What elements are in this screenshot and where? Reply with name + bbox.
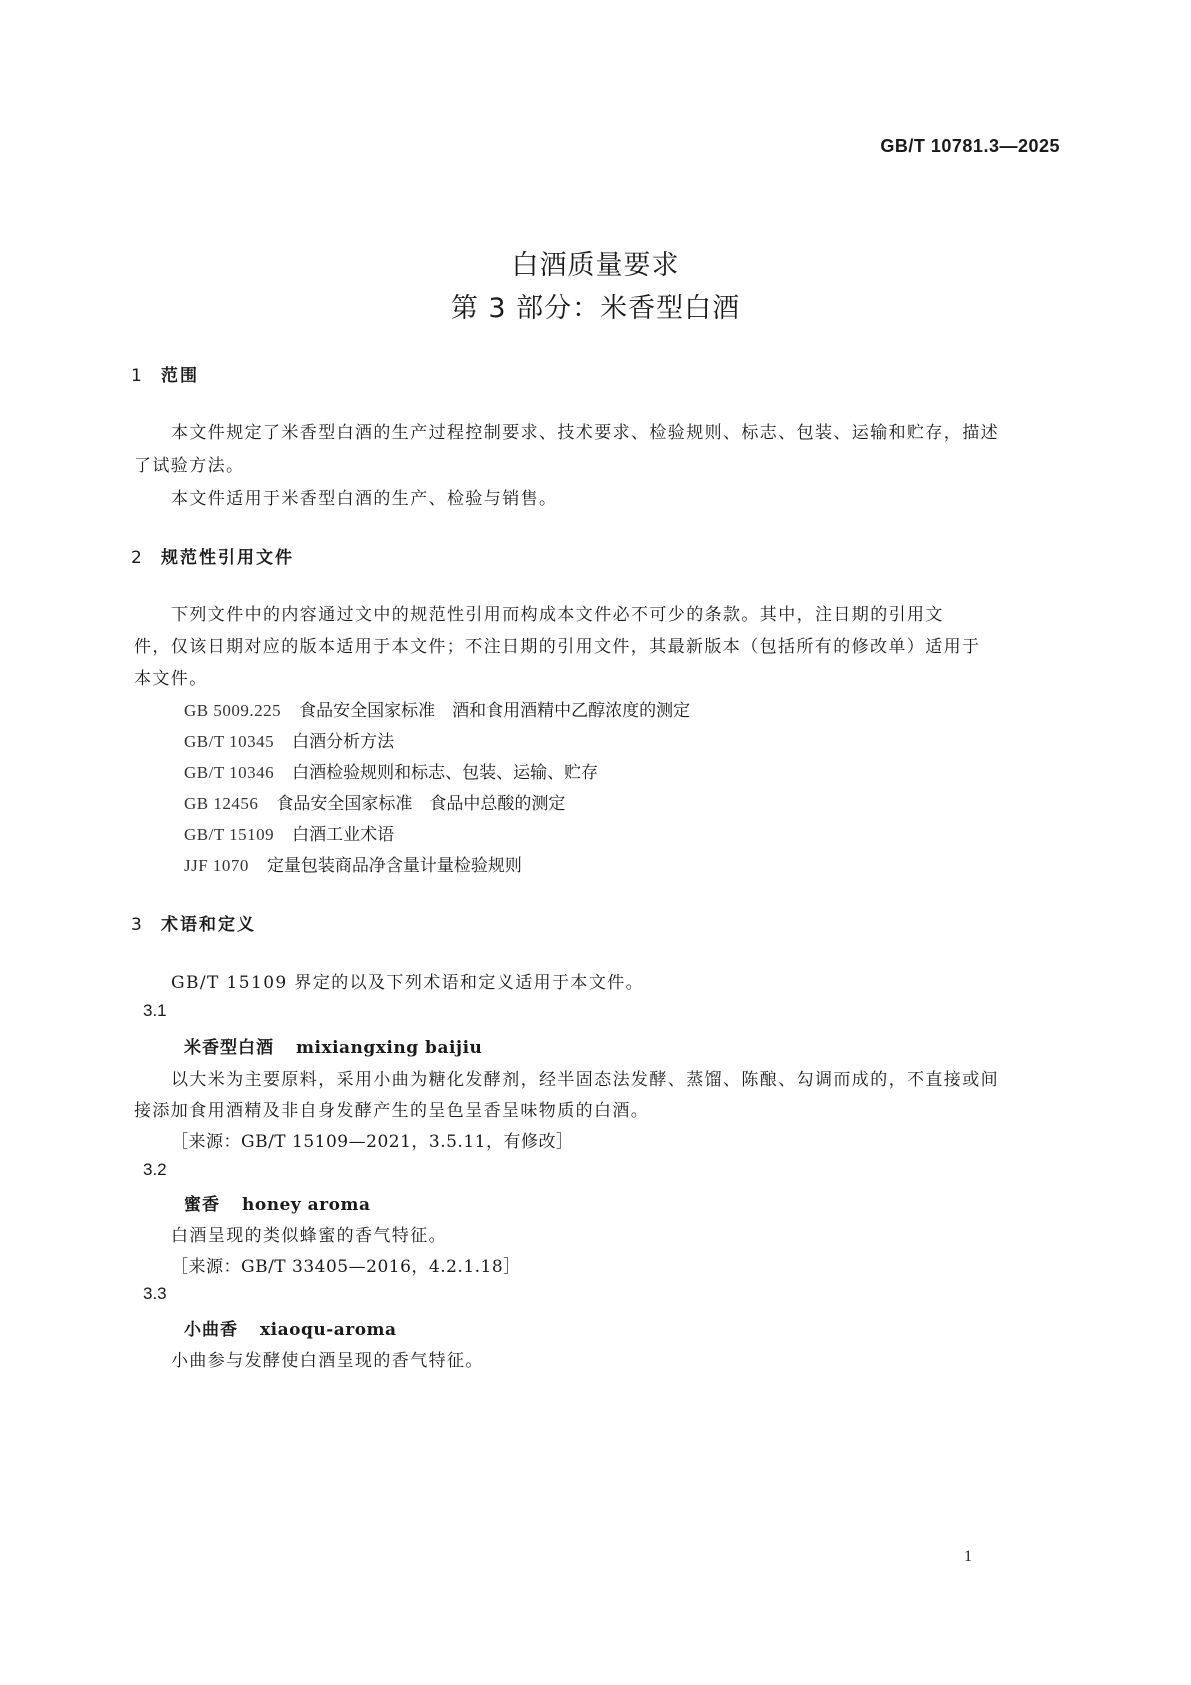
term-heading bbox=[184, 1190, 370, 1215]
term-zh: 小曲香 bbox=[184, 1320, 238, 1340]
section-title: 范围 bbox=[161, 366, 199, 386]
term-number: 3.3 bbox=[143, 1284, 167, 1303]
definition-source: ［来源：GB/T 33405—2016，4.2.1.18］ bbox=[171, 1257, 521, 1277]
reference-title: 白酒检验规则和标志、包装、运输、贮存 bbox=[292, 763, 599, 783]
section-heading-normative-refs bbox=[131, 543, 294, 568]
section-heading-scope bbox=[131, 361, 199, 386]
reference-item bbox=[184, 727, 394, 752]
reference-title: 白酒工业术语 bbox=[292, 825, 395, 845]
paragraph-line: 本文件。 bbox=[134, 669, 208, 689]
reference-title: 食品安全国家标准 食品中总酸的测定 bbox=[276, 794, 566, 814]
term-heading bbox=[184, 1033, 482, 1058]
reference-title: 白酒分析方法 bbox=[292, 732, 395, 752]
paragraph-line: 件，仅该日期对应的版本适用于本文件；不注日期的引用文件，其最新版本（包括所有的修改单）适用于 bbox=[134, 637, 981, 657]
term-heading bbox=[184, 1315, 397, 1340]
definition-line: 接添加食用酒精及非自身发酵产生的呈色呈香呈味物质的白酒。 bbox=[134, 1101, 650, 1121]
definition-line: 小曲参与发酵使白酒呈现的香气特征。 bbox=[171, 1351, 484, 1371]
term-en: honey aroma bbox=[242, 1195, 371, 1215]
section-heading-terms bbox=[131, 910, 256, 935]
term-en: mixiangxing baijiu bbox=[296, 1038, 483, 1058]
term-number: 3.2 bbox=[143, 1160, 167, 1179]
reference-code: GB/T 15109 bbox=[184, 825, 275, 844]
reference-item bbox=[184, 758, 598, 783]
reference-code: GB 12456 bbox=[184, 794, 259, 813]
reference-title: 定量包装商品净含量计量检验规则 bbox=[266, 856, 522, 876]
paragraph-line: GB/T 15109 界定的以及下列术语和定义适用于本文件。 bbox=[171, 973, 645, 993]
paragraph-line: 了试验方法。 bbox=[134, 456, 245, 476]
term-number: 3.1 bbox=[143, 1001, 167, 1020]
page-number: 1 bbox=[964, 1548, 972, 1565]
reference-title: 食品安全国家标准 酒和食用酒精中乙醇浓度的测定 bbox=[299, 701, 691, 721]
term-en: xiaoqu-aroma bbox=[260, 1320, 397, 1340]
reference-item bbox=[184, 820, 394, 845]
reference-code: GB/T 10345 bbox=[184, 732, 275, 751]
reference-code: GB 5009.225 bbox=[184, 701, 282, 720]
section-number: 3 bbox=[131, 915, 144, 935]
section-number: 2 bbox=[131, 548, 144, 568]
paragraph-line: 本文件适用于米香型白酒的生产、检验与销售。 bbox=[171, 489, 558, 509]
definition-line: 以大米为主要原料，采用小曲为糖化发酵剂，经半固态法发酵、蒸馏、陈酿、勾调而成的，不直接或间 bbox=[171, 1070, 999, 1090]
definition-source: ［来源：GB/T 15109—2021，3.5.11，有修改］ bbox=[171, 1132, 574, 1152]
reference-code: JJF 1070 bbox=[184, 856, 249, 875]
reference-item bbox=[184, 789, 565, 814]
section-title: 规范性引用文件 bbox=[161, 548, 294, 568]
paragraph-line: 本文件规定了米香型白酒的生产过程控制要求、技术要求、检验规则、标志、包装、运输和贮存，描述 bbox=[171, 423, 999, 443]
definition-line: 白酒呈现的类似蜂蜜的香气特征。 bbox=[171, 1226, 447, 1246]
term-zh: 蜜香 bbox=[184, 1195, 220, 1215]
term-zh: 米香型白酒 bbox=[184, 1038, 274, 1058]
document-subtitle: 第 3 部分：米香型白酒 bbox=[450, 293, 741, 324]
reference-code: GB/T 10346 bbox=[184, 763, 275, 782]
section-title: 术语和定义 bbox=[161, 915, 256, 935]
section-number: 1 bbox=[131, 366, 144, 386]
document-title: 白酒质量要求 bbox=[511, 250, 680, 281]
reference-item bbox=[184, 696, 690, 721]
paragraph-line: 下列文件中的内容通过文中的规范性引用而构成本文件必不可少的条款。其中，注日期的引用文 bbox=[171, 605, 944, 625]
standard-id: GB/T 10781.3—2025 bbox=[880, 136, 1060, 156]
reference-item bbox=[184, 851, 522, 876]
